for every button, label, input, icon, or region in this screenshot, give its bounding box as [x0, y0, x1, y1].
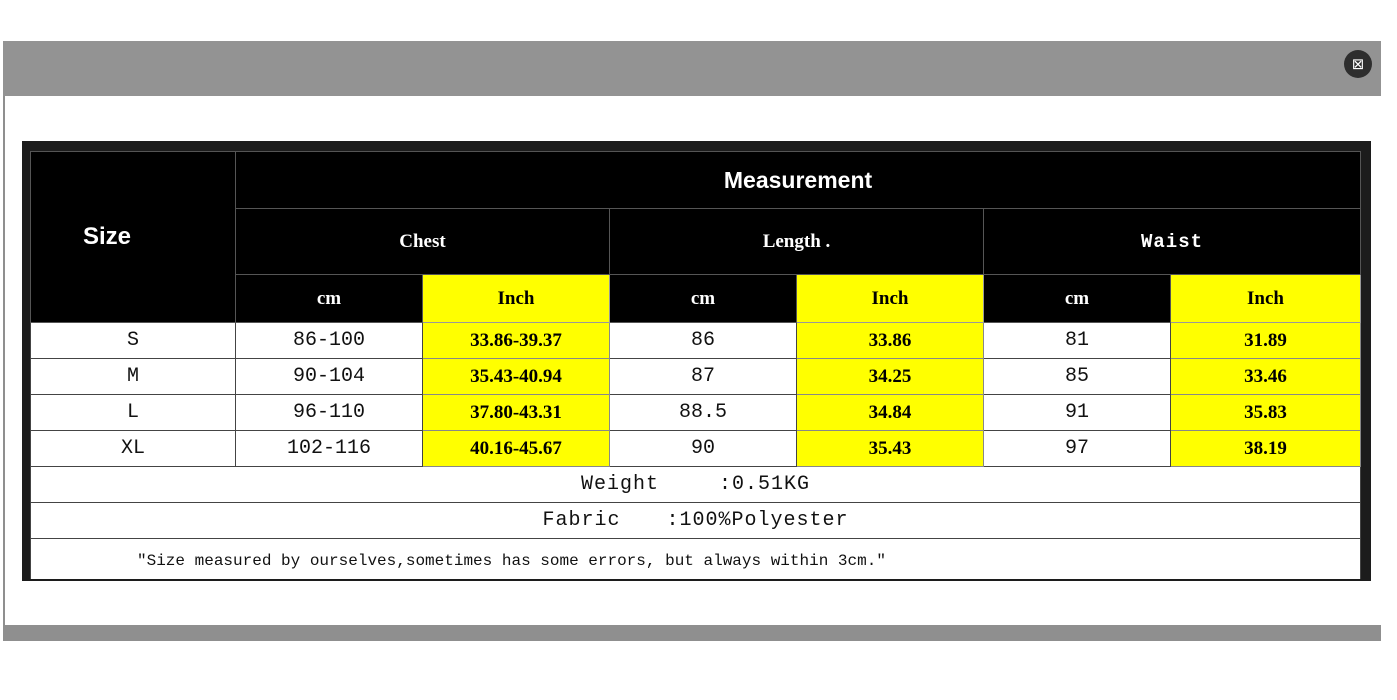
- size-chart-image: [22, 141, 1371, 581]
- table-row: [31, 431, 1361, 467]
- expand-close-icon[interactable]: ⊠: [1344, 50, 1372, 78]
- table-row: [31, 323, 1361, 359]
- chest-cm-cell: 86-100: [236, 323, 423, 359]
- waist-header: Waist: [984, 209, 1361, 275]
- unit-header: cm: [236, 275, 423, 323]
- size-cell: L: [31, 395, 236, 431]
- size-cell: XL: [31, 431, 236, 467]
- size-header: Size: [31, 152, 236, 323]
- length-inch-cell: 34.84: [797, 395, 984, 431]
- size-cell: S: [31, 323, 236, 359]
- fabric-row: [31, 503, 1361, 539]
- waist-cm-cell: 85: [984, 359, 1171, 395]
- chest-cm-cell: 96-110: [236, 395, 423, 431]
- length-inch-cell: 33.86: [797, 323, 984, 359]
- viewer-content: [5, 96, 1381, 625]
- length-cm-cell: 90: [610, 431, 797, 467]
- chest-inch-cell: 35.43-40.94: [423, 359, 610, 395]
- length-inch-cell: 34.25: [797, 359, 984, 395]
- chest-cm-cell: 90-104: [236, 359, 423, 395]
- weight-label: Weight: [581, 473, 660, 496]
- waist-inch-cell: 33.46: [1171, 359, 1361, 395]
- fabric-label: Fabric: [542, 509, 621, 532]
- table-row: [31, 359, 1361, 395]
- size-chart-table: [30, 151, 1361, 579]
- weight-value: :0.51KG: [719, 473, 811, 496]
- length-cm-cell: 88.5: [610, 395, 797, 431]
- length-header: Length .: [610, 209, 984, 275]
- fabric-value: :100%Polyester: [666, 509, 849, 532]
- unit-header: Inch: [423, 275, 610, 323]
- note-row: [31, 539, 1361, 579]
- waist-cm-cell: 81: [984, 323, 1171, 359]
- unit-header: Inch: [1171, 275, 1361, 323]
- unit-header: cm: [610, 275, 797, 323]
- length-cm-cell: 86: [610, 323, 797, 359]
- waist-cm-cell: 97: [984, 431, 1171, 467]
- length-cm-cell: 87: [610, 359, 797, 395]
- unit-header: cm: [984, 275, 1171, 323]
- viewer-toolbar: [3, 41, 1381, 96]
- unit-header: Inch: [797, 275, 984, 323]
- image-viewer: [3, 41, 1381, 641]
- weight-row: [31, 467, 1361, 503]
- size-note: "Size measured by ourselves,sometimes has some errors, but always within 3cm.": [137, 551, 886, 570]
- chest-inch-cell: 40.16-45.67: [423, 431, 610, 467]
- waist-cm-cell: 91: [984, 395, 1171, 431]
- measurement-header: Measurement: [236, 152, 1361, 209]
- chest-header: Chest: [236, 209, 610, 275]
- waist-inch-cell: 35.83: [1171, 395, 1361, 431]
- length-inch-cell: 35.43: [797, 431, 984, 467]
- table-row: [31, 395, 1361, 431]
- size-cell: M: [31, 359, 236, 395]
- chest-cm-cell: 102-116: [236, 431, 423, 467]
- waist-inch-cell: 31.89: [1171, 323, 1361, 359]
- chest-inch-cell: 33.86-39.37: [423, 323, 610, 359]
- chest-inch-cell: 37.80-43.31: [423, 395, 610, 431]
- waist-inch-cell: 38.19: [1171, 431, 1361, 467]
